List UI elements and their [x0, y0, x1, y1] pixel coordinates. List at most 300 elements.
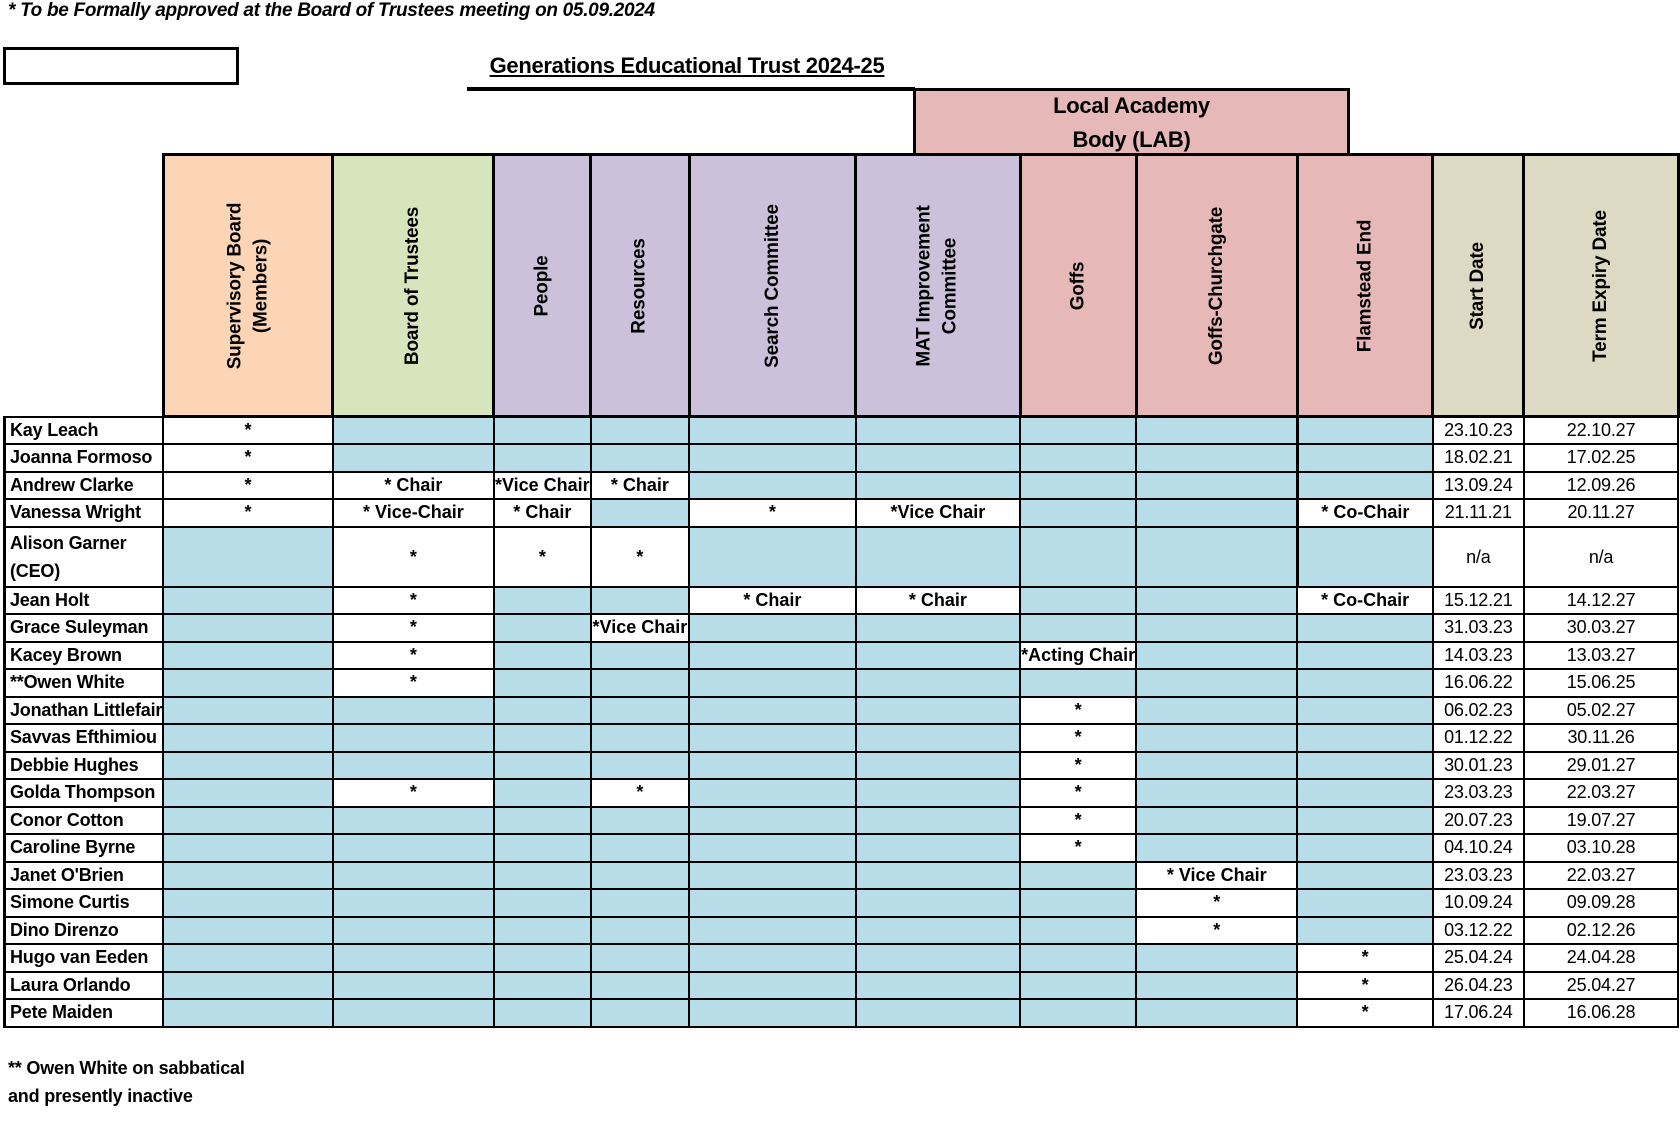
column-header-label [759, 204, 785, 368]
membership-cell-flamstead [1297, 472, 1433, 500]
membership-cell-mat [856, 889, 1020, 917]
member-name [5, 862, 164, 890]
member-name-text: Janet O'Brien [10, 864, 124, 885]
membership-cell-resources [591, 917, 689, 945]
expiry-date-cell: 22.03.27 [1524, 862, 1679, 890]
membership-cell-people [494, 642, 591, 670]
membership-cell-mat [856, 444, 1020, 472]
membership-cell-goffs [1020, 889, 1136, 917]
empty-label-box [3, 47, 239, 85]
membership-cell-trustees: * Vice-Chair [333, 499, 494, 527]
table-row [5, 614, 1679, 642]
member-name-text: Dino Direnzo [10, 919, 119, 940]
table-row [5, 834, 1679, 862]
member-name-text: Hugo van Eeden [10, 947, 149, 968]
membership-cell-goffs [1020, 669, 1136, 697]
membership-cell-goffs [1020, 527, 1136, 587]
start-date-cell: 30.01.23 [1433, 752, 1524, 780]
membership-cell-flamstead [1297, 444, 1433, 472]
membership-cell-people [494, 807, 591, 835]
column-header-supervisory [163, 155, 333, 417]
membership-cell-people [494, 614, 591, 642]
membership-cell-goffs [1020, 944, 1136, 972]
table-row [5, 697, 1679, 725]
membership-cell-trustees: * [333, 779, 494, 807]
membership-cell-people: * [494, 527, 591, 587]
column-header-label [1352, 219, 1378, 352]
membership-cell-trustees [333, 972, 494, 1000]
membership-cell-goffs-churchgate [1136, 944, 1297, 972]
member-name [5, 472, 164, 500]
membership-cell-trustees [333, 889, 494, 917]
membership-cell-supervisory [163, 862, 333, 890]
membership-cell-flamstead [1297, 752, 1433, 780]
membership-cell-mat [856, 834, 1020, 862]
footnote-owen-white: ** Owen White on sabbatical and presently inactive [8, 1058, 245, 1106]
column-header-wrap [691, 156, 855, 415]
column-header-wrap [495, 156, 589, 415]
start-date-cell: 03.12.22 [1433, 917, 1524, 945]
membership-cell-trustees [333, 862, 494, 890]
expiry-date-cell: 30.03.27 [1524, 614, 1679, 642]
table-row [5, 807, 1679, 835]
column-header-label [627, 238, 653, 333]
membership-cell-trustees [333, 444, 494, 472]
membership-cell-goffs [1020, 614, 1136, 642]
membership-cell-trustees: * [333, 527, 494, 587]
membership-cell-flamstead [1297, 614, 1433, 642]
membership-cell-resources: * [591, 779, 689, 807]
membership-cell-flamstead [1297, 724, 1433, 752]
membership-cell-goffs-churchgate [1136, 807, 1297, 835]
column-header-line2: Committee [939, 237, 961, 334]
table-row [5, 752, 1679, 780]
table-row [5, 724, 1679, 752]
membership-cell-flamstead [1297, 917, 1433, 945]
column-header-wrap [165, 156, 332, 415]
membership-cell-resources [591, 889, 689, 917]
membership-cell-mat [856, 697, 1020, 725]
start-date-cell: 17.06.24 [1433, 999, 1524, 1027]
expiry-date-cell: 16.06.28 [1524, 999, 1679, 1027]
membership-cell-goffs: *Acting Chair [1020, 642, 1136, 670]
table-row [5, 917, 1679, 945]
table-row [5, 944, 1679, 972]
membership-cell-goffs: * [1020, 752, 1136, 780]
column-header-label [400, 206, 426, 364]
column-header-wrap [1299, 156, 1432, 415]
approval-note: * To be Formally approved at the Board of Trustees meeting on 05.09.2024 [8, 0, 655, 21]
member-name-text: Laura Orlando [10, 974, 131, 995]
membership-cell-people [494, 889, 591, 917]
column-header-row [5, 155, 1679, 417]
member-name [5, 999, 164, 1027]
member-title-text: (CEO) [10, 560, 60, 581]
membership-cell-mat [856, 972, 1020, 1000]
table-row [5, 499, 1679, 527]
membership-cell-goffs [1020, 917, 1136, 945]
column-header-label [1588, 210, 1614, 362]
membership-cell-resources [591, 499, 689, 527]
membership-cell-goffs-churchgate [1136, 472, 1297, 500]
column-header-wrap [857, 156, 1018, 415]
expiry-date-cell: 20.11.27 [1524, 499, 1679, 527]
expiry-date-cell: 30.11.26 [1524, 724, 1679, 752]
membership-cell-mat [856, 779, 1020, 807]
column-header-line1: Goffs-Churchgate [1205, 206, 1227, 365]
member-name-text: Kay Leach [10, 419, 99, 440]
membership-cell-trustees [333, 724, 494, 752]
member-name-text: Golda Thompson [10, 782, 156, 803]
start-date-cell: 25.04.24 [1433, 944, 1524, 972]
member-name-text: Alison Garner [10, 532, 127, 553]
membership-cell-flamstead [1297, 779, 1433, 807]
membership-cell-goffs: * [1020, 807, 1136, 835]
membership-cell-trustees [333, 807, 494, 835]
membership-cell-supervisory: * [163, 444, 333, 472]
membership-cell-search [689, 999, 856, 1027]
expiry-date-cell: 09.09.28 [1524, 889, 1679, 917]
membership-cell-supervisory [163, 889, 333, 917]
member-name-text: Simone Curtis [10, 892, 130, 913]
membership-cell-goffs-churchgate: * Vice Chair [1136, 862, 1297, 890]
membership-cell-supervisory: * [163, 499, 333, 527]
membership-cell-flamstead: * Co-Chair [1297, 499, 1433, 527]
membership-cell-flamstead [1297, 417, 1433, 445]
membership-cell-trustees: * Chair [333, 472, 494, 500]
membership-cell-mat [856, 944, 1020, 972]
document-title: Generations Educational Trust 2024-25 [489, 53, 885, 78]
column-header-wrap [1022, 156, 1135, 415]
start-date-cell: 04.10.24 [1433, 834, 1524, 862]
membership-cell-supervisory [163, 807, 333, 835]
membership-cell-supervisory [163, 724, 333, 752]
membership-cell-supervisory [163, 779, 333, 807]
member-name [5, 944, 164, 972]
membership-cell-flamstead [1297, 669, 1433, 697]
membership-cell-goffs: * [1020, 779, 1136, 807]
column-header-line1: Goffs [1067, 261, 1089, 310]
membership-cell-people [494, 944, 591, 972]
membership-cell-supervisory: * [163, 417, 333, 445]
membership-cell-search [689, 944, 856, 972]
membership-cell-supervisory [163, 614, 333, 642]
membership-cell-supervisory [163, 752, 333, 780]
column-header-label [912, 205, 964, 366]
membership-cell-trustees: * [333, 669, 494, 697]
membership-cell-trustees: * [333, 614, 494, 642]
membership-cell-search [689, 614, 856, 642]
start-date-cell: 13.09.24 [1433, 472, 1524, 500]
membership-cell-flamstead [1297, 642, 1433, 670]
member-name-text: Kacey Brown [10, 644, 122, 665]
membership-cell-resources [591, 417, 689, 445]
expiry-date-cell: n/a [1524, 527, 1679, 587]
membership-cell-goffs-churchgate [1136, 834, 1297, 862]
membership-cell-supervisory [163, 642, 333, 670]
membership-cell-trustees [333, 417, 494, 445]
membership-cell-trustees [333, 834, 494, 862]
membership-cell-search [689, 444, 856, 472]
membership-cell-people: * Chair [494, 499, 591, 527]
column-header-label [1204, 206, 1230, 364]
membership-cell-search [689, 917, 856, 945]
member-name-text: Joanna Formoso [10, 447, 153, 468]
member-name-text: Andrew Clarke [10, 474, 134, 495]
membership-cell-goffs-churchgate [1136, 697, 1297, 725]
membership-cell-flamstead [1297, 697, 1433, 725]
column-header-line1: People [531, 254, 553, 317]
membership-cell-resources [591, 999, 689, 1027]
table-row [5, 587, 1679, 615]
membership-cell-flamstead [1297, 807, 1433, 835]
member-name [5, 724, 164, 752]
membership-cell-mat [856, 472, 1020, 500]
table-row [5, 972, 1679, 1000]
table-row [5, 444, 1679, 472]
start-date-cell: 01.12.22 [1433, 724, 1524, 752]
membership-cell-people [494, 999, 591, 1027]
membership-cell-search [689, 472, 856, 500]
membership-cell-search [689, 697, 856, 725]
column-header-flamstead [1297, 155, 1433, 417]
member-name-text: Debbie Hughes [10, 754, 139, 775]
column-header-wrap [334, 156, 492, 415]
expiry-date-cell: 22.10.27 [1524, 417, 1679, 445]
membership-cell-people [494, 444, 591, 472]
membership-cell-trustees: * [333, 642, 494, 670]
column-header-line1: Search Committee [761, 203, 783, 368]
member-name [5, 752, 164, 780]
expiry-date-cell: 15.06.25 [1524, 669, 1679, 697]
membership-cell-goffs [1020, 972, 1136, 1000]
column-header-label [1065, 261, 1091, 310]
membership-cell-resources: *Vice Chair [591, 614, 689, 642]
member-name-text: Pete Maiden [10, 1002, 113, 1023]
membership-cell-resources [591, 697, 689, 725]
expiry-date-cell: 03.10.28 [1524, 834, 1679, 862]
expiry-date-cell: 22.03.27 [1524, 779, 1679, 807]
member-name [5, 889, 164, 917]
column-header-trustees [333, 155, 494, 417]
membership-cell-resources: * [591, 527, 689, 587]
membership-cell-mat: *Vice Chair [856, 499, 1020, 527]
expiry-date-cell: 05.02.27 [1524, 697, 1679, 725]
membership-cell-search [689, 642, 856, 670]
expiry-date-cell: 12.09.26 [1524, 472, 1679, 500]
membership-cell-resources [591, 972, 689, 1000]
expiry-date-cell: 29.01.27 [1524, 752, 1679, 780]
start-date-cell: 26.04.23 [1433, 972, 1524, 1000]
membership-cell-search [689, 417, 856, 445]
membership-cell-goffs-churchgate: * [1136, 889, 1297, 917]
member-name [5, 669, 164, 697]
membership-cell-mat [856, 724, 1020, 752]
membership-cell-resources [591, 444, 689, 472]
membership-cell-mat: * Chair [856, 587, 1020, 615]
membership-cell-search [689, 527, 856, 587]
table-row [5, 779, 1679, 807]
membership-cell-mat [856, 614, 1020, 642]
membership-cell-supervisory [163, 917, 333, 945]
member-name-text: **Owen White [10, 672, 125, 693]
member-name [5, 807, 164, 835]
start-date-cell: 16.06.22 [1433, 669, 1524, 697]
member-name-text: Savvas Efthimiou [10, 727, 157, 748]
membership-cell-mat [856, 527, 1020, 587]
membership-cell-supervisory [163, 834, 333, 862]
membership-cell-goffs-churchgate [1136, 999, 1297, 1027]
member-name [5, 697, 164, 725]
membership-cell-people [494, 752, 591, 780]
membership-cell-goffs [1020, 499, 1136, 527]
membership-cell-goffs-churchgate [1136, 527, 1297, 587]
column-header-label [222, 202, 274, 369]
membership-cell-search [689, 834, 856, 862]
membership-cell-mat [856, 862, 1020, 890]
table-row [5, 889, 1679, 917]
member-name-text: Jonathan Littlefair [10, 699, 163, 720]
lab-group-header [913, 88, 1350, 155]
start-date-cell: 23.10.23 [1433, 417, 1524, 445]
column-header-start [1433, 155, 1524, 417]
membership-cell-people [494, 779, 591, 807]
membership-cell-people: *Vice Chair [494, 472, 591, 500]
membership-cell-people [494, 862, 591, 890]
membership-cell-people [494, 724, 591, 752]
membership-cell-search [689, 862, 856, 890]
start-date-cell: 31.03.23 [1433, 614, 1524, 642]
membership-cell-supervisory [163, 587, 333, 615]
title-underline-rule [467, 87, 915, 91]
membership-cell-resources [591, 752, 689, 780]
column-header-wrap [1138, 156, 1296, 415]
membership-cell-search [689, 724, 856, 752]
membership-cell-goffs-churchgate [1136, 642, 1297, 670]
membership-cell-flamstead [1297, 834, 1433, 862]
membership-cell-resources [591, 834, 689, 862]
membership-cell-supervisory [163, 972, 333, 1000]
membership-cell-goffs-churchgate [1136, 587, 1297, 615]
membership-cell-goffs [1020, 587, 1136, 615]
start-date-cell: 23.03.23 [1433, 862, 1524, 890]
membership-cell-resources [591, 807, 689, 835]
membership-cell-people [494, 587, 591, 615]
membership-table [3, 153, 1680, 1028]
membership-cell-goffs [1020, 472, 1136, 500]
member-name [5, 417, 164, 445]
table-row [5, 999, 1679, 1027]
member-name [5, 779, 164, 807]
membership-cell-goffs: * [1020, 724, 1136, 752]
membership-cell-mat [856, 669, 1020, 697]
expiry-date-cell: 25.04.27 [1524, 972, 1679, 1000]
membership-cell-search: * Chair [689, 587, 856, 615]
membership-cell-mat [856, 999, 1020, 1027]
lab-group-line1: Local Academy [1053, 93, 1210, 118]
start-date-cell: 21.11.21 [1433, 499, 1524, 527]
table-row [5, 472, 1679, 500]
start-date-cell: 20.07.23 [1433, 807, 1524, 835]
member-name [5, 499, 164, 527]
column-header-line2: (Members) [250, 238, 272, 333]
column-header-goffs-churchgate [1136, 155, 1297, 417]
membership-cell-supervisory [163, 527, 333, 587]
membership-cell-people [494, 669, 591, 697]
blank-corner-header [5, 155, 164, 417]
membership-cell-search [689, 752, 856, 780]
membership-cell-goffs-churchgate [1136, 614, 1297, 642]
membership-cell-trustees: * [333, 587, 494, 615]
column-header-resources [591, 155, 689, 417]
column-header-line1: Start Date [1467, 241, 1489, 330]
expiry-date-cell: 14.12.27 [1524, 587, 1679, 615]
column-header-expiry [1524, 155, 1679, 417]
membership-cell-goffs-churchgate [1136, 669, 1297, 697]
membership-cell-flamstead [1297, 889, 1433, 917]
membership-cell-supervisory [163, 944, 333, 972]
membership-cell-goffs-churchgate: * [1136, 917, 1297, 945]
column-header-wrap [592, 156, 687, 415]
membership-cell-mat [856, 752, 1020, 780]
member-name [5, 444, 164, 472]
membership-cell-flamstead [1297, 862, 1433, 890]
start-date-cell: 23.03.23 [1433, 779, 1524, 807]
column-header-wrap [1434, 156, 1522, 415]
membership-cell-search [689, 972, 856, 1000]
table-row [5, 527, 1679, 587]
start-date-cell: n/a [1433, 527, 1524, 587]
start-date-cell: 10.09.24 [1433, 889, 1524, 917]
membership-cell-goffs [1020, 417, 1136, 445]
membership-cell-trustees [333, 752, 494, 780]
membership-cell-people [494, 972, 591, 1000]
member-name-text: Grace Suleyman [10, 617, 149, 638]
start-date-cell: 18.02.21 [1433, 444, 1524, 472]
member-name [5, 587, 164, 615]
table-body [5, 417, 1679, 1027]
expiry-date-cell: 13.03.27 [1524, 642, 1679, 670]
membership-cell-people [494, 697, 591, 725]
column-header-line1: MAT Improvement [913, 204, 935, 367]
member-name [5, 642, 164, 670]
membership-cell-supervisory: * [163, 472, 333, 500]
membership-cell-goffs-churchgate [1136, 972, 1297, 1000]
membership-cell-goffs-churchgate [1136, 499, 1297, 527]
membership-cell-resources [591, 587, 689, 615]
column-header-label [1465, 242, 1491, 330]
expiry-date-cell: 24.04.28 [1524, 944, 1679, 972]
member-name [5, 614, 164, 642]
membership-cell-search [689, 807, 856, 835]
membership-cell-supervisory [163, 697, 333, 725]
table-row [5, 862, 1679, 890]
membership-cell-flamstead [1297, 527, 1433, 587]
membership-cell-flamstead: * [1297, 944, 1433, 972]
membership-cell-trustees [333, 917, 494, 945]
membership-cell-resources [591, 642, 689, 670]
column-header-line1: Flamstead End [1354, 219, 1376, 352]
membership-cell-goffs-churchgate [1136, 724, 1297, 752]
membership-cell-people [494, 834, 591, 862]
table-row [5, 417, 1679, 445]
membership-cell-goffs-churchgate [1136, 417, 1297, 445]
membership-cell-flamstead: * [1297, 972, 1433, 1000]
column-header-mat [856, 155, 1020, 417]
member-name [5, 972, 164, 1000]
column-header-wrap [1525, 156, 1677, 415]
membership-cell-search: * [689, 499, 856, 527]
